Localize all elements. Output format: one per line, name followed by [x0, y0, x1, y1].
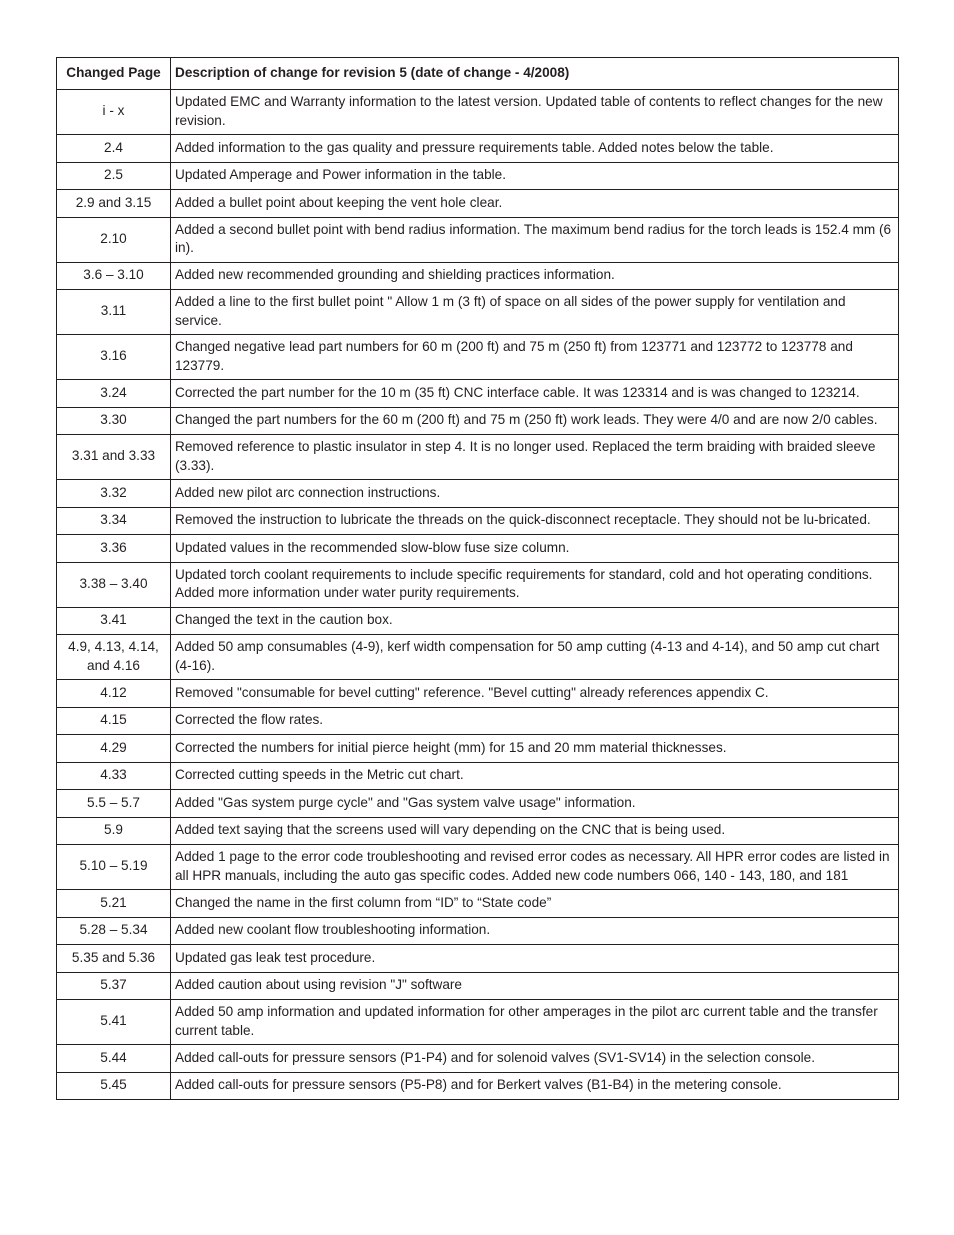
- changed-page-cell: 3.16: [57, 335, 171, 380]
- description-cell: Removed reference to plastic insulator in step 4. It is no longer used. Replaced the term braiding with braided sleeve (3.33).: [171, 435, 899, 480]
- changed-page-cell: 3.11: [57, 290, 171, 335]
- table-row: [57, 735, 899, 763]
- description-cell: Added call-outs for pressure sensors (P5-P8) and for Berkert valves (B1-B4) in the metering console.: [171, 1072, 899, 1100]
- description-cell: Updated torch coolant requirements to include specific requirements for standard, cold and hot operating conditions. Added more information under water purity requirements.: [171, 562, 899, 607]
- table-row: [57, 162, 899, 190]
- table-row: [57, 790, 899, 818]
- changed-page-cell: 5.28 – 5.34: [57, 917, 171, 945]
- table-body: [57, 90, 899, 1100]
- table-row: [57, 707, 899, 735]
- description-cell: Corrected cutting speeds in the Metric cut chart.: [171, 762, 899, 790]
- description-cell: Added call-outs for pressure sensors (P1-P4) and for solenoid valves (SV1-SV14) in the selection console.: [171, 1045, 899, 1073]
- description-cell: Updated gas leak test procedure.: [171, 945, 899, 973]
- changed-page-cell: 2.5: [57, 162, 171, 190]
- description-cell: Added caution about using revision "J" software: [171, 972, 899, 1000]
- table-row: [57, 635, 899, 680]
- table-row: [57, 480, 899, 508]
- table-row: [57, 335, 899, 380]
- description-cell: Changed negative lead part numbers for 60 m (200 ft) and 75 m (250 ft) from 123771 and 123772 to 123778 and 123779.: [171, 335, 899, 380]
- table-row: [57, 1045, 899, 1073]
- changed-page-cell: 2.10: [57, 217, 171, 262]
- changed-page-cell: 5.10 – 5.19: [57, 845, 171, 890]
- description-cell: Corrected the flow rates.: [171, 707, 899, 735]
- changed-page-cell: 3.24: [57, 380, 171, 408]
- description-cell: Added 1 page to the error code troubleshooting and revised error codes as necessary. All HPR error codes are listed in all HPR manuals, including the auto gas specific codes. Added new code numbers 066, 140 - 143, 180, and 181: [171, 845, 899, 890]
- changed-page-cell: 3.6 – 3.10: [57, 262, 171, 290]
- description-cell: Added a bullet point about keeping the vent hole clear.: [171, 190, 899, 218]
- changed-page-cell: 5.45: [57, 1072, 171, 1100]
- changed-page-cell: 5.35 and 5.36: [57, 945, 171, 973]
- header-changed-page: Changed Page: [57, 58, 171, 90]
- table-row: [57, 762, 899, 790]
- description-cell: Changed the text in the caution box.: [171, 607, 899, 635]
- description-cell: Added new recommended grounding and shielding practices information.: [171, 262, 899, 290]
- table-row: [57, 607, 899, 635]
- changed-page-cell: 4.12: [57, 680, 171, 708]
- revision-table: [56, 57, 899, 1100]
- table-row: [57, 507, 899, 535]
- changed-page-cell: 3.38 – 3.40: [57, 562, 171, 607]
- table-row: [57, 817, 899, 845]
- changed-page-cell: 5.21: [57, 890, 171, 918]
- description-cell: Added new pilot arc connection instructions.: [171, 480, 899, 508]
- table-row: [57, 435, 899, 480]
- changed-page-cell: 2.9 and 3.15: [57, 190, 171, 218]
- description-cell: Added information to the gas quality and pressure requirements table. Added notes below the table.: [171, 135, 899, 163]
- changed-page-cell: 4.9, 4.13, 4.14, and 4.16: [57, 635, 171, 680]
- changed-page-cell: 4.29: [57, 735, 171, 763]
- description-cell: Added 50 amp consumables (4-9), kerf width compensation for 50 amp cutting (4-13 and 4-14), and 50 amp cut chart (4-16).: [171, 635, 899, 680]
- table-row: [57, 917, 899, 945]
- changed-page-cell: 5.44: [57, 1045, 171, 1073]
- changed-page-cell: 5.5 – 5.7: [57, 790, 171, 818]
- table-row: [57, 290, 899, 335]
- description-cell: Added a second bullet point with bend radius information. The maximum bend radius for the torch leads is 152.4 mm (6 in).: [171, 217, 899, 262]
- changed-page-cell: 5.9: [57, 817, 171, 845]
- table-row: [57, 562, 899, 607]
- table-row: [57, 135, 899, 163]
- changed-page-cell: 3.32: [57, 480, 171, 508]
- description-cell: Removed the instruction to lubricate the threads on the quick-disconnect receptacle. They should not be lu-bricated.: [171, 507, 899, 535]
- table-row: [57, 1000, 899, 1045]
- table-row: [57, 890, 899, 918]
- description-cell: Updated EMC and Warranty information to the latest version. Updated table of contents to reflect changes for the new revision.: [171, 90, 899, 135]
- description-cell: Changed the name in the first column from “ID” to “State code”: [171, 890, 899, 918]
- description-cell: Added text saying that the screens used will vary depending on the CNC that is being used.: [171, 817, 899, 845]
- table-row: [57, 945, 899, 973]
- changed-page-cell: i - x: [57, 90, 171, 135]
- description-cell: Changed the part numbers for the 60 m (200 ft) and 75 m (250 ft) work leads. They were 4/0 and are now 2/0 cables.: [171, 407, 899, 435]
- table-row: [57, 1072, 899, 1100]
- changed-page-cell: 3.30: [57, 407, 171, 435]
- table-row: [57, 407, 899, 435]
- description-cell: Updated Amperage and Power information in the table.: [171, 162, 899, 190]
- table-row: [57, 90, 899, 135]
- changed-page-cell: 3.34: [57, 507, 171, 535]
- description-cell: Added "Gas system purge cycle" and "Gas system valve usage" information.: [171, 790, 899, 818]
- changed-page-cell: 4.15: [57, 707, 171, 735]
- table-row: [57, 535, 899, 563]
- table-row: [57, 262, 899, 290]
- description-cell: Corrected the part number for the 10 m (35 ft) CNC interface cable. It was 123314 and is was changed to 123214.: [171, 380, 899, 408]
- table-row: [57, 972, 899, 1000]
- table-row: [57, 190, 899, 218]
- changed-page-cell: 3.31 and 3.33: [57, 435, 171, 480]
- table-header-row: [57, 58, 899, 90]
- table-row: [57, 680, 899, 708]
- changed-page-cell: 3.36: [57, 535, 171, 563]
- table-row: [57, 380, 899, 408]
- description-cell: Removed "consumable for bevel cutting" reference. "Bevel cutting" already references appendix C.: [171, 680, 899, 708]
- description-cell: Added a line to the first bullet point " Allow 1 m (3 ft) of space on all sides of the power supply for ventilation and service.: [171, 290, 899, 335]
- table-row: [57, 845, 899, 890]
- table-row: [57, 217, 899, 262]
- changed-page-cell: 2.4: [57, 135, 171, 163]
- description-cell: Updated values in the recommended slow-blow fuse size column.: [171, 535, 899, 563]
- changed-page-cell: 5.41: [57, 1000, 171, 1045]
- changed-page-cell: 5.37: [57, 972, 171, 1000]
- description-cell: Added 50 amp information and updated information for other amperages in the pilot arc current table and the transfer current table.: [171, 1000, 899, 1045]
- changed-page-cell: 3.41: [57, 607, 171, 635]
- description-cell: Corrected the numbers for initial pierce height (mm) for 15 and 20 mm material thicknesses.: [171, 735, 899, 763]
- header-description: Description of change for revision 5 (date of change - 4/2008): [171, 58, 899, 90]
- changed-page-cell: 4.33: [57, 762, 171, 790]
- description-cell: Added new coolant flow troubleshooting information.: [171, 917, 899, 945]
